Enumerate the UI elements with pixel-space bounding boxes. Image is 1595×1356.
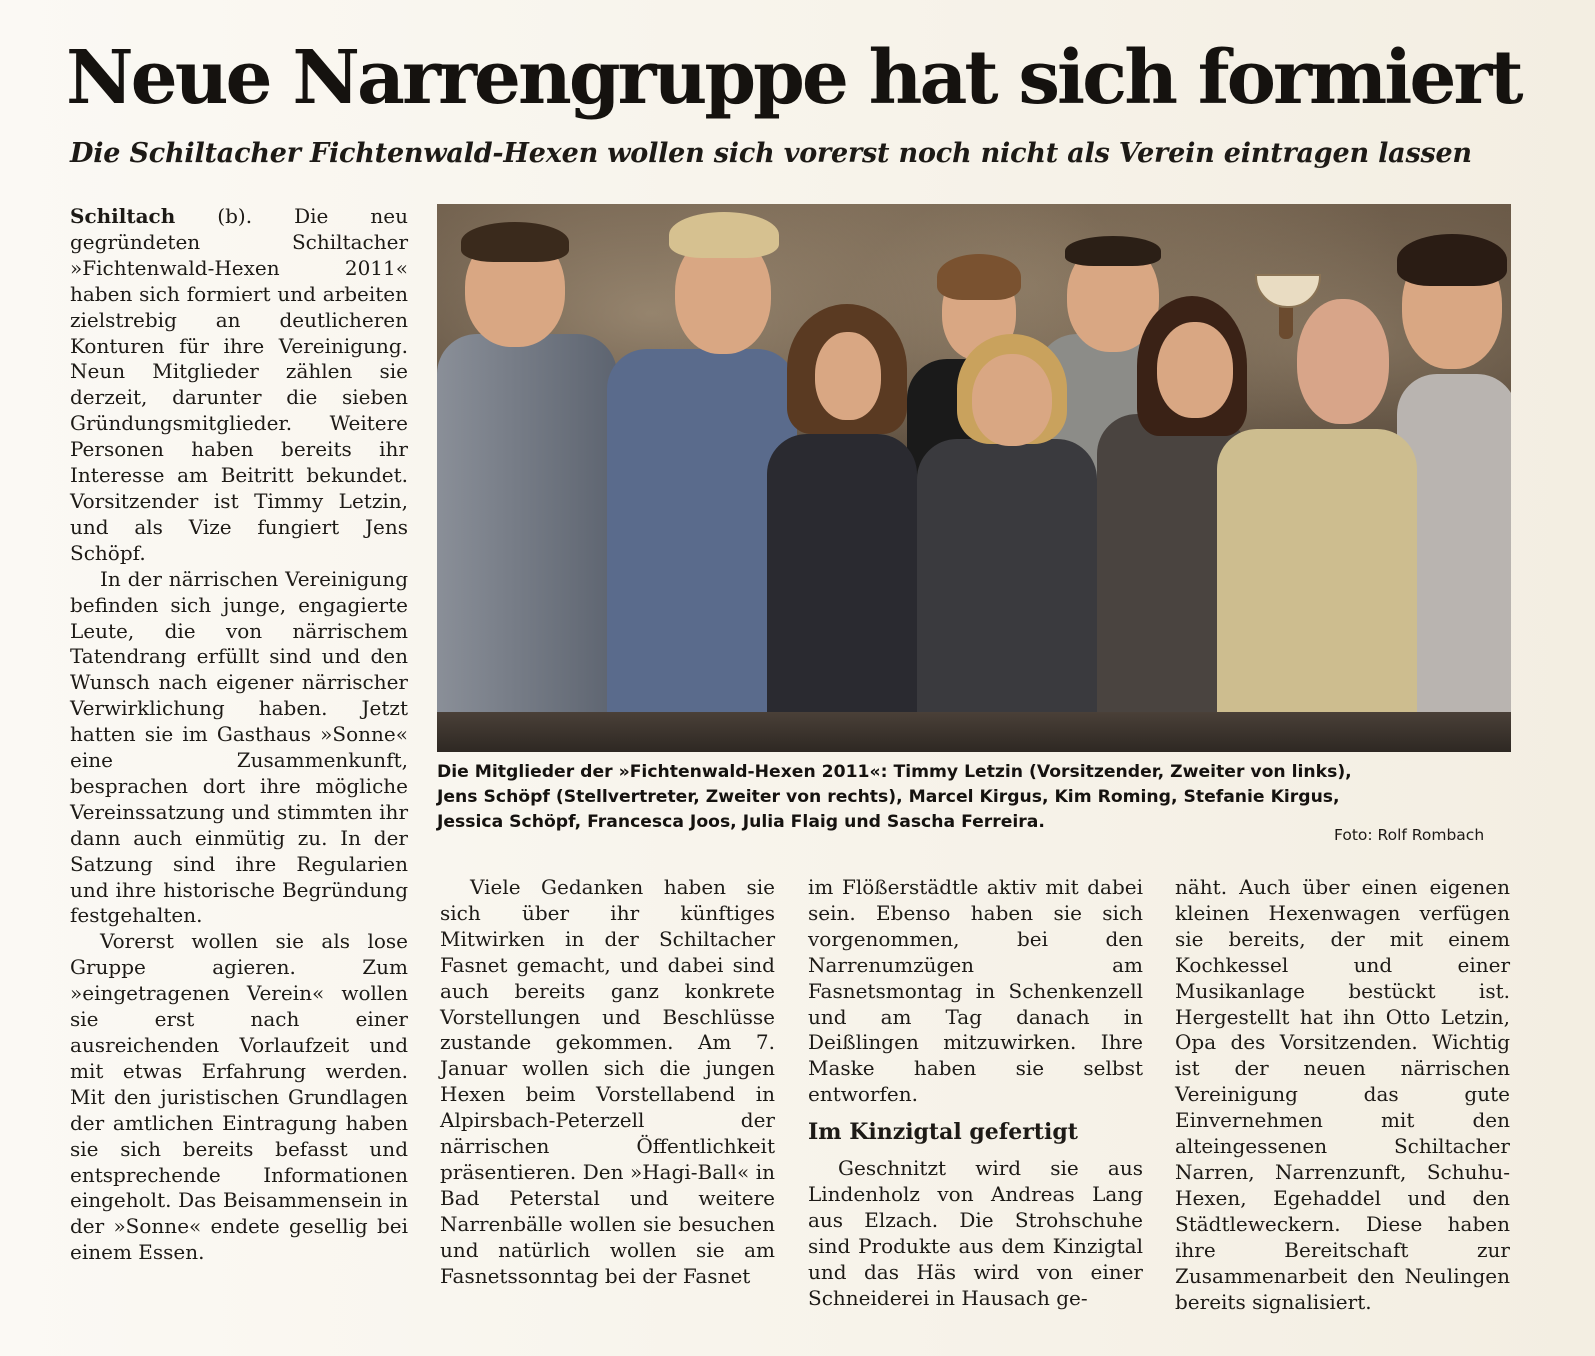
person-3-face [815,332,881,420]
section-heading: Im Kinzigtal gefertigt [808,1119,1078,1146]
photo-caption [437,760,1517,835]
person-4-body [917,439,1097,752]
person-1-body [437,334,617,752]
person-4-face [972,354,1052,446]
person-6-head [1297,299,1389,424]
person-2-hair [669,212,779,258]
dateline: Schiltach [70,204,176,228]
paragraph-1 [70,204,408,567]
headline: Neue Narrengruppe hat sich formiert [66,35,1521,121]
person-back-1-hair [937,254,1021,300]
photo-credit: Foto: Rolf Rombach [1334,826,1485,844]
person-1-hair [461,222,569,262]
photo-floor [437,712,1511,752]
paragraph-2: In der närrischen Vereinigung befinden sich junge, engagierte Leute, die von närrischem Tatendrang erfüllt sind und den Wunsch nach eigener närrischer Verwirklichung haben. Jetzt hatten sie im Gasthaus »Sonne« eine Zusammenkunft, besprachen dort ihre mögliche Vereinssatzung und stimmten ihr dann auch einmütig zu. In der Satzung sind ihre Regularien und ihre historische Begründung festgehalten. [70,566,408,928]
article-column-3 [808,875,1143,1312]
person-back-2-hair [1065,236,1161,266]
caption-line-2: Jens Schöpf (Stellvertreter, Zweiter von rechts), Marcel Kirgus, Kim Roming, Stefanie Kirgus, [437,787,1340,807]
person-5-face [1157,322,1233,418]
subheadline: Die Schiltacher Fichtenwald-Hexen wollen sich vorerst noch nicht als Verein eintragen lassen [70,138,1472,169]
person-3-body [767,434,917,752]
group-photo [437,204,1511,752]
article-column-4 [1175,875,1510,1315]
person-back-3-hair [1397,234,1507,286]
article-column-1 [70,204,408,1266]
person-6-body [1217,429,1417,752]
paragraph-6: Geschnitzt wird sie aus Lindenholz von Andreas Lang aus Elzach. Die Strohschuhe sind Produkte aus dem Kinzigtal und das Häs wird von einer Schneiderei in Hausach ge- [808,1156,1143,1310]
paragraph-7: näht. Auch über einen eigenen kleinen Hexenwagen verfügen sie bereits, der mit einem Kochkessel und einer Musikanlage bestückt ist. Hergestellt hat ihn Otto Letzin, Opa des Vorsitzenden. Wichtig ist der neuen närrischen Vereinigung das gute Einvernehmen mit den alteingessenen Schiltacher Narren, Narrenzunft, Schuhu-Hexen, Egehaddel und den Städtleweckern. Diese haben ihre Bereitschaft zur Zusammenarbeit den Neulingen bereits signalisiert. [1175,875,1510,1314]
caption-line-3: Jessica Schöpf, Francesca Joos, Julia Flaig und Sascha Ferreira. [437,812,1045,832]
article-column-2 [440,875,775,1290]
paragraph-5: im Flößerstädtle aktiv mit dabei sein. Ebenso haben sie sich vorgenommen, bei den Narrenumzügen am Fasnetsmontag in Schenkenzell und am Tag danach in Deißlingen mitzuwirken. Ihre Maske haben sie selbst entworfen. [808,875,1143,1107]
paragraph-1-text: (b). Die neu gegründeten Schiltacher »Fichtenwald-Hexen 2011« haben sich formiert und arbeiten zielstrebig an deutlicheren Konturen für ihre Vereinigung. Neun Mitglieder zählen sie derzeit, darunter die sieben Gründungsmitglieder. Weitere Personen haben bereits ihr Interesse am Beitritt bekundet. Vorsitzender ist Timmy Letzin, und als Vize fungiert Jens Schöpf. [70,204,408,565]
paragraph-4: Viele Gedanken haben sie sich über ihr künftiges Mitwirken in der Schiltacher Fasnet gemacht, und dabei sind auch bereits ganz konkrete Vorstellungen und Beschlüsse zustande gekommen. Am 7. Januar wollen sich die jungen Hexen beim Vorstellabend in Alpirsbach-Peterzell der närrischen Öffentlichkeit präsentieren. Den »Hagi-Ball« in Bad Peterstal und weitere Narrenbälle wollen sie besuchen und natürlich wollen sie am Fasnetssonntag bei der Fasnet [440,875,775,1288]
paragraph-3: Vorerst wollen sie als lose Gruppe agieren. Zum »eingetragenen Verein« wollen sie erst nach einer ausreichenden Vorlaufzeit und mit etwas Erfahrung werden. Mit den juristischen Grundlagen der amtlichen Eintragung haben sie sich bereits befasst und entsprechende Informationen eingeholt. Das Beisammensein in der »Sonne« endete gesellig bei einem Essen. [70,929,408,1265]
caption-line-1: Die Mitglieder der »Fichtenwald-Hexen 2011«: Timmy Letzin (Vorsitzender, Zweiter von links), [437,762,1352,782]
